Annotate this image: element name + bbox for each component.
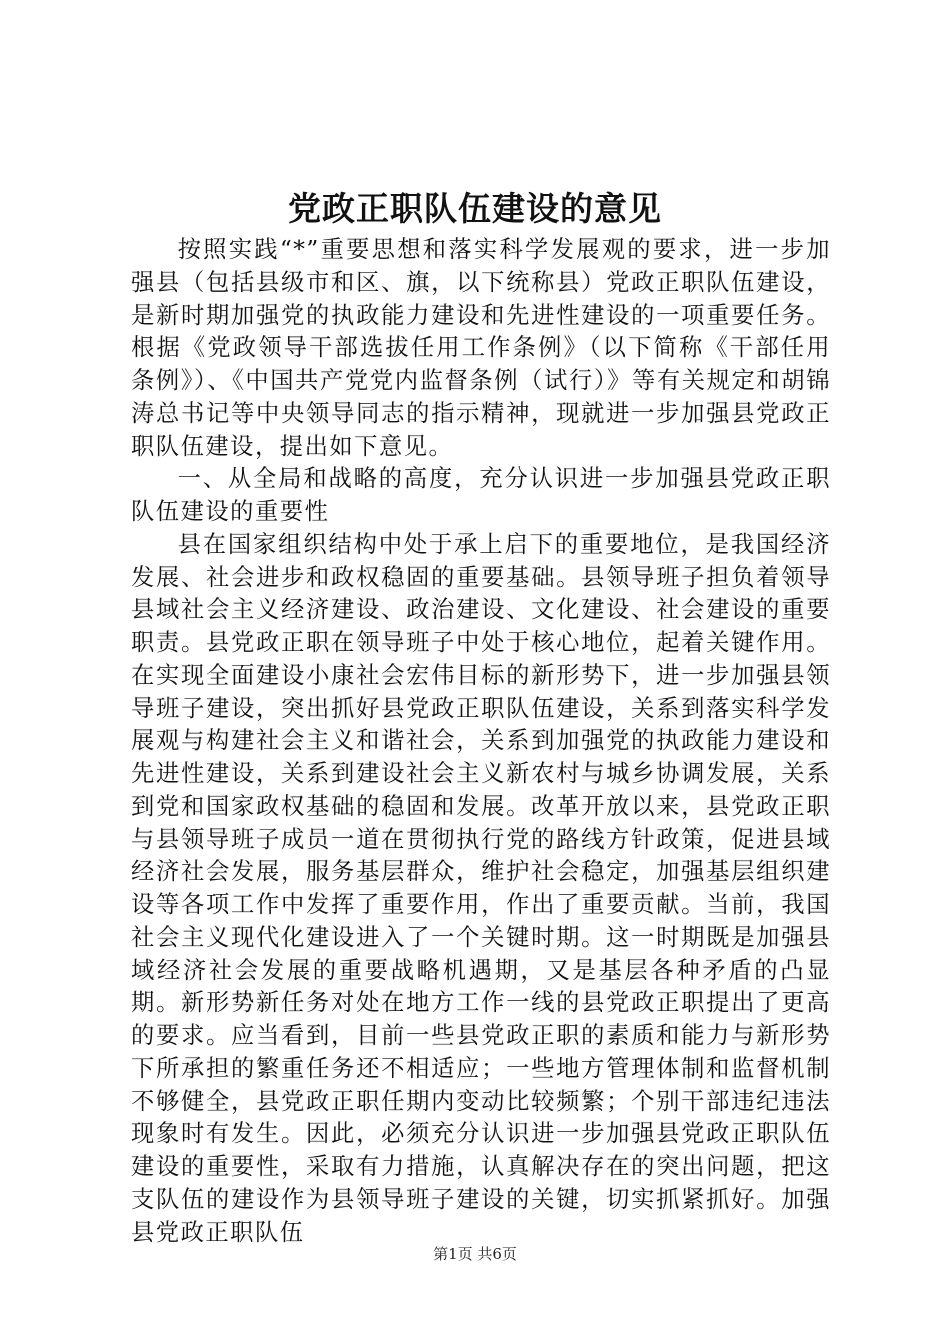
document-body — [131, 234, 831, 1249]
document-title: 党政正职队伍建设的意见 — [288, 189, 662, 228]
paragraph-intro: 按照实践“*”重要思想和落实科学发展观的要求，进一步加强县（包括县级市和区、旗，以下统称县）党政正职队伍建设，是新时期加强党的执政能力建设和先进性建设的一项重要任务。根据《党政领导干部选拔任用工作条例》（以下简称《干部任用条例》）、《中国共产党党内监督条例（试行）》等有关规定和胡锦涛总书记等中央领导同志的指示精神，现就进一步加强县党政正职队伍建设，提出如下意见。 — [131, 236, 831, 460]
page-footer: 第1页 共6页 — [433, 1245, 517, 1263]
section-heading-1: 一、从全局和战略的高度，充分认识进一步加强县党政正职队伍建设的重要性 — [131, 465, 831, 525]
paragraph-section-1: 县在国家组织结构中处于承上启下的重要地位，是我国经济发展、社会进步和政权稳固的重要基础。县领导班子担负着领导县域社会主义经济建设、政治建设、文化建设、社会建设的重要职责。县党政正职在领导班子中处于核心地位，起着关键作用。在实现全面建设小康社会宏伟目标的新形势下，进一步加强县领导班子建设，突出抓好县党政正职队伍建设，关系到落实科学发展观与构建社会主义和谐社会，关系到加强党的执政能力建设和先进性建设，关系到建设社会主义新农村与城乡协调发展，关系到党和国家政权基础的稳固和发展。改革开放以来，县党政正职与县领导班子成员一道在贯彻执行党的路线方针政策，促进县域经济社会发展，服务基层群众，维护社会稳定，加强基层组织建设等各项工作中发挥了重要作用，作出了重要贡献。当前，我国社会主义现代化建设进入了一个关键时期。这一时期既是加强县域经济社会发展的重要战略机遇期，又是基层各种矛盾的凸显期。新形势新任务对处在地方工作一线的县党政正职提出了更高的要求。应当看到，目前一些县党政正职的素质和能力与新形势下所承担的繁重任务还不相适应；一些地方管理体制和监督机制不够健全，县党政正职任期内变动比较频繁；个别干部违纪违法现象时有发生。因此，必须充分认识进一步加强县党政正职队伍建设的重要性，采取有力措施，认真解决存在的突出问题，把这支队伍的建设作为县领导班子建设的关键，切实抓紧抓好。加强县党政正职队伍 — [131, 530, 831, 1246]
